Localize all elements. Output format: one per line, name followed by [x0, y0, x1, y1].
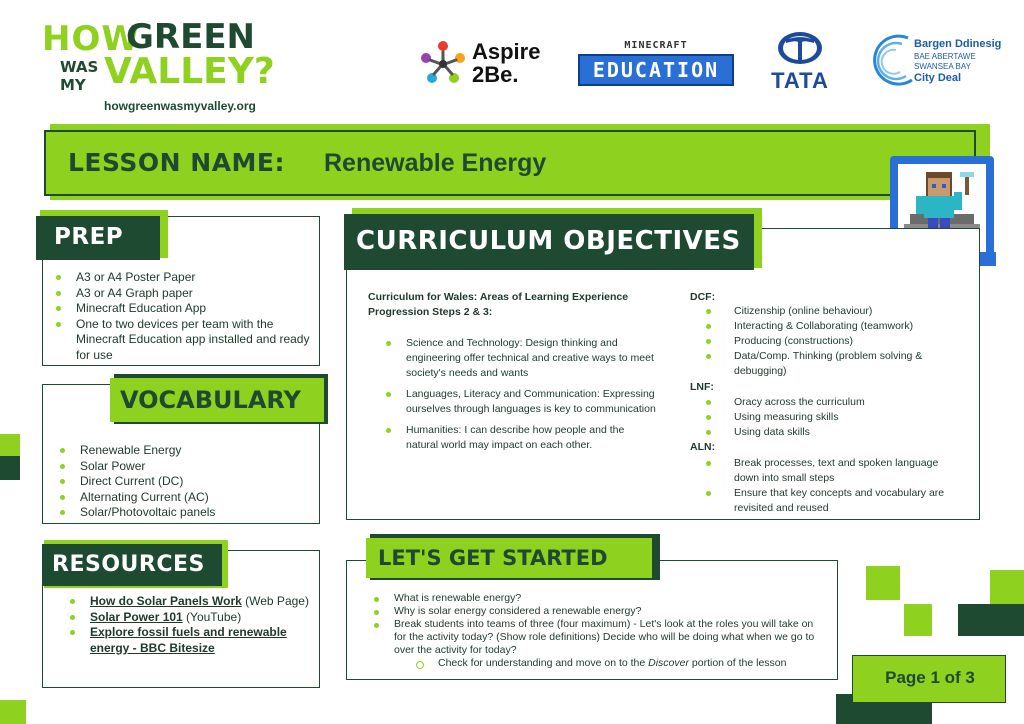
city-deal-swoosh-icon — [868, 32, 918, 88]
resources-title: RESOURCES — [42, 544, 222, 586]
tata-emblem-icon — [776, 30, 824, 66]
prep-title: PREP — [36, 216, 160, 260]
curriculum-heading: Curriculum for Wales: Areas of Learning Experience Progression Steps 2 & 3: — [368, 291, 629, 318]
prep-item: Minecraft Education App — [48, 301, 316, 317]
how-green-was-my-valley-logo — [42, 17, 275, 118]
aspire-text — [472, 40, 540, 86]
aspire-line-1: Aspire — [472, 39, 541, 64]
vocabulary-item: Renewable Energy — [52, 443, 312, 459]
lnf-item: Using measuring skills — [698, 410, 948, 425]
curriculum-item: Languages, Literacy and Communication: Expressing ourselves through languages is key to communication — [378, 387, 658, 417]
lesson-label: LESSON NAME: — [68, 148, 285, 177]
resource-type: (Web Page) — [241, 594, 309, 608]
aln-item: Break processes, text and spoken language down into small steps — [698, 456, 948, 486]
lnf-item: Using data skills — [698, 425, 948, 440]
minecraft-education-logo — [578, 40, 734, 90]
curriculum-item: Science and Technology: Design thinking and engineering offer technical and creative ways to meet society's needs and wants — [378, 336, 658, 381]
dcf-item: Citizenship (online behaviour) — [698, 304, 948, 319]
city-deal-line-2: BAE ABERTAWE — [914, 52, 976, 61]
city-deal-line-1: Bargen Ddinesig — [914, 38, 1002, 50]
curriculum-title: CURRICULUM OBJECTIVES — [344, 214, 754, 270]
education-text: EDUCATION — [578, 54, 734, 86]
aspire-line-2: 2Be. — [472, 62, 519, 88]
resource-item — [62, 625, 312, 656]
solar-panels-link[interactable]: How do Solar Panels Work — [90, 594, 242, 608]
prep-item: One to two devices per team with the Minecraft Education app installed and ready for use — [48, 317, 316, 364]
vocabulary-list — [52, 443, 312, 521]
vocabulary-item: Solar/Photovoltaic panels — [52, 505, 312, 521]
resources-list — [62, 594, 312, 656]
dcf-label: DCF: — [690, 291, 716, 303]
lets-get-started-title: LET'S GET STARTED — [366, 538, 652, 578]
dcf-item: Data/Comp. Thinking (problem solving & debugging) — [698, 349, 948, 379]
prep-item: A3 or A4 Poster Paper — [48, 270, 316, 286]
prep-item: A3 or A4 Graph paper — [48, 286, 316, 302]
city-deal-line-3: SWANSEA BAY — [914, 62, 971, 71]
logo-word-my: MY — [60, 76, 86, 94]
website-url: howgreenwasmyvalley.org — [104, 99, 256, 113]
started-item: Break students into teams of three (four maximum) - Let's look at the roles you will take on for the activity today? (Show role definitions) Decide who will be doing what when we go to over the activity for today? — [366, 618, 826, 657]
curriculum-item: Humanities: I can describe how people and the natural world may impact on each other. — [378, 423, 658, 453]
page-label: Page 1 of 3 — [885, 668, 975, 687]
logo-word-valley: VALLEY? — [104, 51, 275, 92]
aln-item: Ensure that key concepts and vocabulary are revisited and reused — [698, 486, 948, 516]
resource-item — [62, 610, 312, 626]
deco-square — [866, 566, 900, 600]
sub-item-discover: Discover — [648, 657, 689, 669]
sub-item-text-end: portion of the lesson — [688, 657, 787, 669]
resource-item — [62, 594, 312, 610]
started-item: Why is solar energy considered a renewable energy? — [366, 605, 826, 618]
vocabulary-item: Alternating Current (AC) — [52, 490, 312, 506]
aln-label: ALN: — [690, 441, 716, 453]
aln-list — [698, 456, 948, 516]
logo-word-green: GREEN — [126, 17, 255, 57]
prep-list — [48, 270, 316, 363]
deco-square — [0, 434, 20, 456]
swansea-bay-city-deal-logo — [868, 30, 1018, 96]
lesson-name: Renewable Energy — [324, 149, 547, 177]
logo-word-how: HOW — [42, 19, 140, 59]
page-indicator — [852, 655, 1006, 703]
lnf-item: Oracy across the curriculum — [698, 395, 948, 410]
resource-type: (YouTube) — [182, 609, 242, 624]
logo-word-was: WAS — [60, 58, 99, 76]
lesson-banner — [44, 130, 976, 196]
deco-square — [958, 604, 1024, 636]
tata-logo — [762, 30, 838, 94]
sub-item-text: Check for understanding and move on to the — [438, 657, 649, 669]
started-item: What is renewable energy? — [366, 592, 826, 605]
aspire2be-logo — [418, 36, 568, 92]
lnf-label: LNF: — [690, 381, 714, 393]
tata-text: TATA — [771, 68, 829, 93]
deco-square — [904, 604, 932, 636]
vocabulary-item: Solar Power — [52, 459, 312, 475]
deco-square — [0, 456, 20, 480]
lets-get-started-list — [366, 592, 826, 670]
minecraft-text: MINECRAFT — [624, 40, 688, 51]
curriculum-list — [378, 336, 658, 453]
bbc-bitesize-link[interactable]: Explore fossil fuels and renewable energy - BBC Bitesize — [90, 625, 287, 655]
dcf-item: Interacting & Collaborating (teamwork) — [698, 319, 948, 334]
dcf-list — [698, 304, 948, 379]
dcf-item: Producing (constructions) — [698, 334, 948, 349]
started-sub-item — [366, 657, 826, 670]
city-deal-line-4: City Deal — [914, 72, 962, 84]
deco-square — [990, 570, 1024, 604]
vocabulary-item: Direct Current (DC) — [52, 474, 312, 490]
solar-power-101-link[interactable]: Solar Power 101 — [90, 609, 183, 624]
vocabulary-title: VOCABULARY — [110, 378, 324, 422]
deco-square — [0, 700, 26, 724]
lnf-list — [698, 395, 948, 440]
aspire-people-icon — [418, 38, 468, 88]
